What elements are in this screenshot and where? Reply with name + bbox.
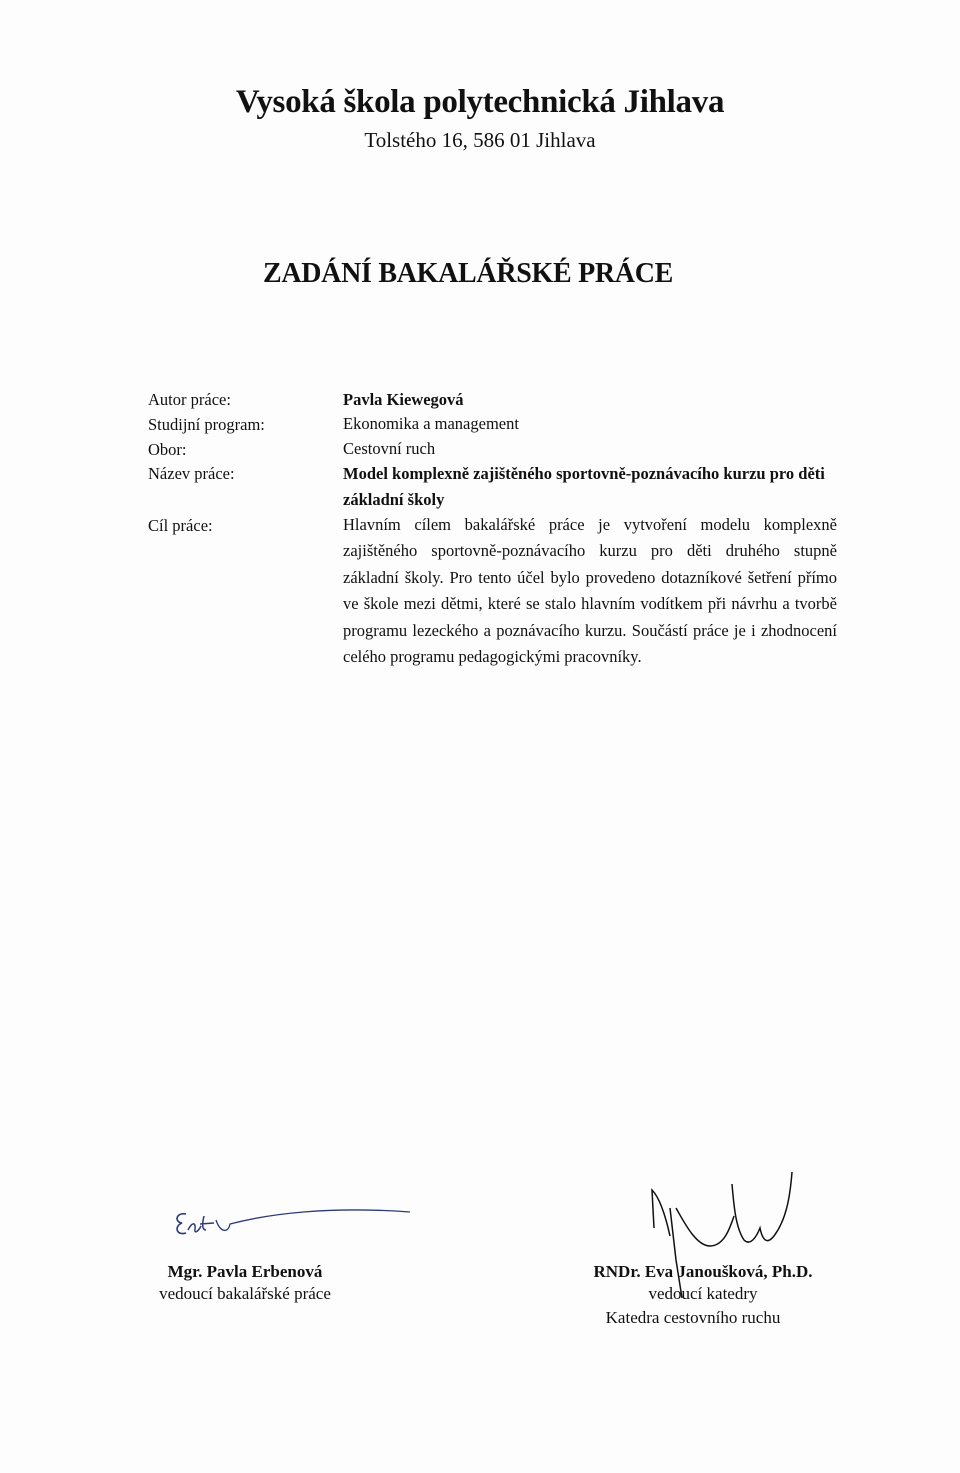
right-signatory-name: RNDr. Eva Janoušková, Ph.D. — [593, 1262, 813, 1281]
program-label: Studijní program: — [148, 415, 265, 434]
author-label: Autor práce: — [148, 390, 231, 409]
thesis-title-label: Název práce: — [148, 464, 235, 483]
school-address: Tolstého 16, 586 01 Jihlava — [364, 128, 596, 152]
goal-label: Cíl práce: — [148, 516, 213, 535]
goal-value: Hlavním cílem bakalářské práce je vytvoření modelu komplexně zajištěného sportovně-poznávacího kurzu pro děti druhého stupně základní školy. Pro tento účel bylo provedeno dotazníkové šetření přímo ve škole mezi dětmi, které se stalo hlavním vodítkem při návrhu a tvorbě programu lezeckého a poznávacího kurzu. Součástí práce je i zhodnocení celého programu pedagogickými pracovníky. — [343, 515, 837, 667]
thesis-title-value: Model komplexně zajištěného sportovně-poznávacího kurzu pro děti základní školy — [343, 464, 825, 509]
signature-left — [168, 1196, 418, 1246]
right-signatory-department: Katedra cestovního ruchu — [605, 1308, 781, 1327]
author-value: Pavla Kiewegová — [343, 390, 464, 409]
document-title: ZADÁNÍ BAKALÁŘSKÉ PRÁCE — [262, 258, 674, 289]
left-signatory-role: vedoucí bakalářské práce — [159, 1284, 331, 1303]
program-value: Ekonomika a management — [343, 414, 519, 433]
field-label: Obor: — [148, 440, 187, 459]
left-signatory-name: Mgr. Pavla Erbenová — [167, 1262, 323, 1281]
right-signatory-role: vedoucí katedry — [648, 1284, 758, 1303]
school-name: Vysoká škola polytechnická Jihlava — [235, 84, 725, 120]
field-value: Cestovní ruch — [343, 439, 436, 458]
